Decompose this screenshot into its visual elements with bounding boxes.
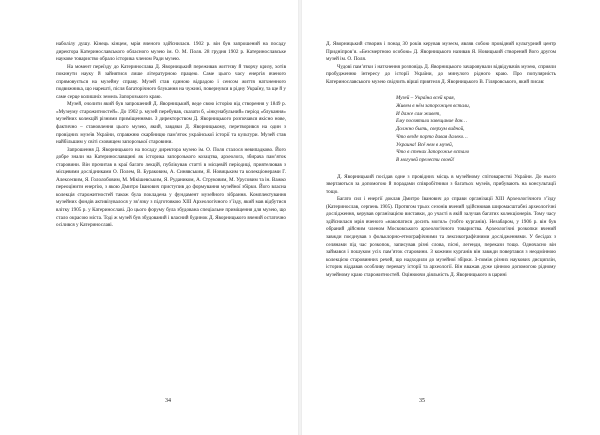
left-page [0,0,298,435]
right-paragraph-before-poem: Чудові пам’ятки і натхнення розповідь Д. Яворницького зачаровували відвідувачів музею, сприяли пробудженню інтересу до історії України, до минулого рідного краю. Про популярність Катеринославського музею свідчить вірші приятеля Д. Яворницького В. Гіляровського, який писав: [326,63,556,85]
right-page [302,0,600,435]
poem-line: Ему посвятили завещание дан… [396,118,467,125]
right-paragraph-after-1: Д. Яворницький посідав одне з провідних місць в музейному спітоваристві України. До нього звертаються за допомогою й порадами співробітники з багатьох музеїв, прибувають на консультації тощо. [326,173,556,195]
left-paragraph-1: наболілу душу. Кінець кінцем, мрія вченого здійснилася. 1902 р. він був запрошений на посаду директора Катеринославського обласного музею ім. О. М. Поля. 28 грудня 1902 р. Катеринославське наукове товариство обрало історика членом Ради музею. [56,41,286,63]
left-paragraph-4: Запрошення Д. Яворницького на посаду директора музею ім. О. Поля сталося невипадково. Його добре знали на Катеринославщині як історика запорозького козацтва, археолога, збирача пам’яток старовини. Він прочитав в краї багато лекцій, публікував статті в місцевій періодиці, приятелював з місцевими дослідниками О. Полем, В. Бураковим, А. Синявським, Я. Новицьким та колекціонерами Г. Алексеєвим, Я. Гололобовим, М. Мікішевським, Я. Рудаником, А. Струковим, М. Урусовим та ін. Важко переоцінити енергію, з якою Дмитро Іванович приступив до формування музейної збірки. Його власна колекція старожитностей також була покладена у фундамент музейного зібрання. Комплектування музейних фондів активізувалося у зв’язку з підготовкою XIII Археологічного з’їзду, який мав відбутися влітку 1905 р. у Катеринославі. До цього форуму була збудована спеціальне приміщення для музею, що стало окрасою міста. Тоді ж музей був збудований і власний будинок Д. Яворницького вчений остаточно осілився у Катеринославі. [56,146,286,229]
right-page-number: 35 [419,398,425,404]
poem-line: В могучей прелести своей! [396,156,455,163]
poem-line: Должно быть, сверхум видной, [396,126,465,133]
poem-line: И даже сам живет, [396,110,441,117]
poem-quote [396,95,556,164]
right-paragraph-top: Д. Яворницький створив і понад 30 років керував музеєм, являв собою провідний культурний центр Придніпров’я. «Безсмертною особою» Д. Яворницького називав Я. Новицький створений його другом музей ім. О. Поля. [326,41,556,63]
right-paragraph-after-2: Багато сил і енергії доклав Дмитро Іванович до справи організації XIII Археологічного з’їзду (Катеринослав, серпень 1905). Протягом трьох сезонів вчений здійснював широмасштабні археологічні дослідження, керував організацією виставки, до участі в якій залучав багатих колекціонерів. Тому часу здійснилася мрія вченого «накопатися досить могил» (тобто курганів). Незабаром, у 1906 р. він був обраний дійсним членом Московського археологічного товариства. Археологічні розкопки вчений завжди поєднував з фольклорно-етнографічними та лексикографічними дослідженнями. У бесідах з селянами під час розкопок, записував різні слова, пісні, легенди, перекази тощо. Одночасно він займався і пошуком усіх пам’яток старовини. З кожним курганів він завжди повертався з неодмінною колекцією старовинних речей, що надходили до музейної збірки. З-поміж різних наукових дисциплін, історик віддавав особливу перевагу історії та археології. Він вважав дуже цінною допомогою рідному музейному краю старожитностей. Оцінюючи діяльність Д. Яворницького в царині [326,196,556,278]
poem-line: Музей – Україна всей края, [396,95,455,102]
poem-line: Живем в нём запорожцев встали, [396,102,471,109]
left-paragraph-2: На момент переїзду до Катеринослава Д. Яворницький переживав життєву й творчу кризу, хотів покинути науку й зайнятися лише літературною працею. Саме цього часу енергія вченого спрямовується на музейну справу. Музей став єдиною відрадою і сенсом життя натхненного подвижника, що нарешті, після багаторічного блукання на чужині, повернувся в рідну Україну, та ще й у саме серце колишніх земель Запорозького краю. [56,63,286,100]
left-paragraph-3: Музей, очолити який був запрошений Д. Яворницький, веде свою історію від створення у 1849 р. «Музеуму старожитностей». До 1902 р. музей перебував, сказати б, «інкунабульний» період «блукання» музейних колекцій різними приміщеннями. З директорством Д. Яворницького розпочався якісно нове, фактично – становлення цього музею, який, завдяки Д. Яворницькому, перетворився на один з провідних музеїв України, справжню скарбницю пам’яток української історії та культури. Музей став найбільшим у світі сховищем запорозької старовини. [56,101,286,146]
poem-line: Что в стенах Запорожье встало [396,149,470,156]
poem-line: Что везде порто давая далеко… [396,133,468,140]
left-page-number: 34 [165,398,171,404]
poem-line: Украина! Всё нем в музей, [396,141,453,148]
